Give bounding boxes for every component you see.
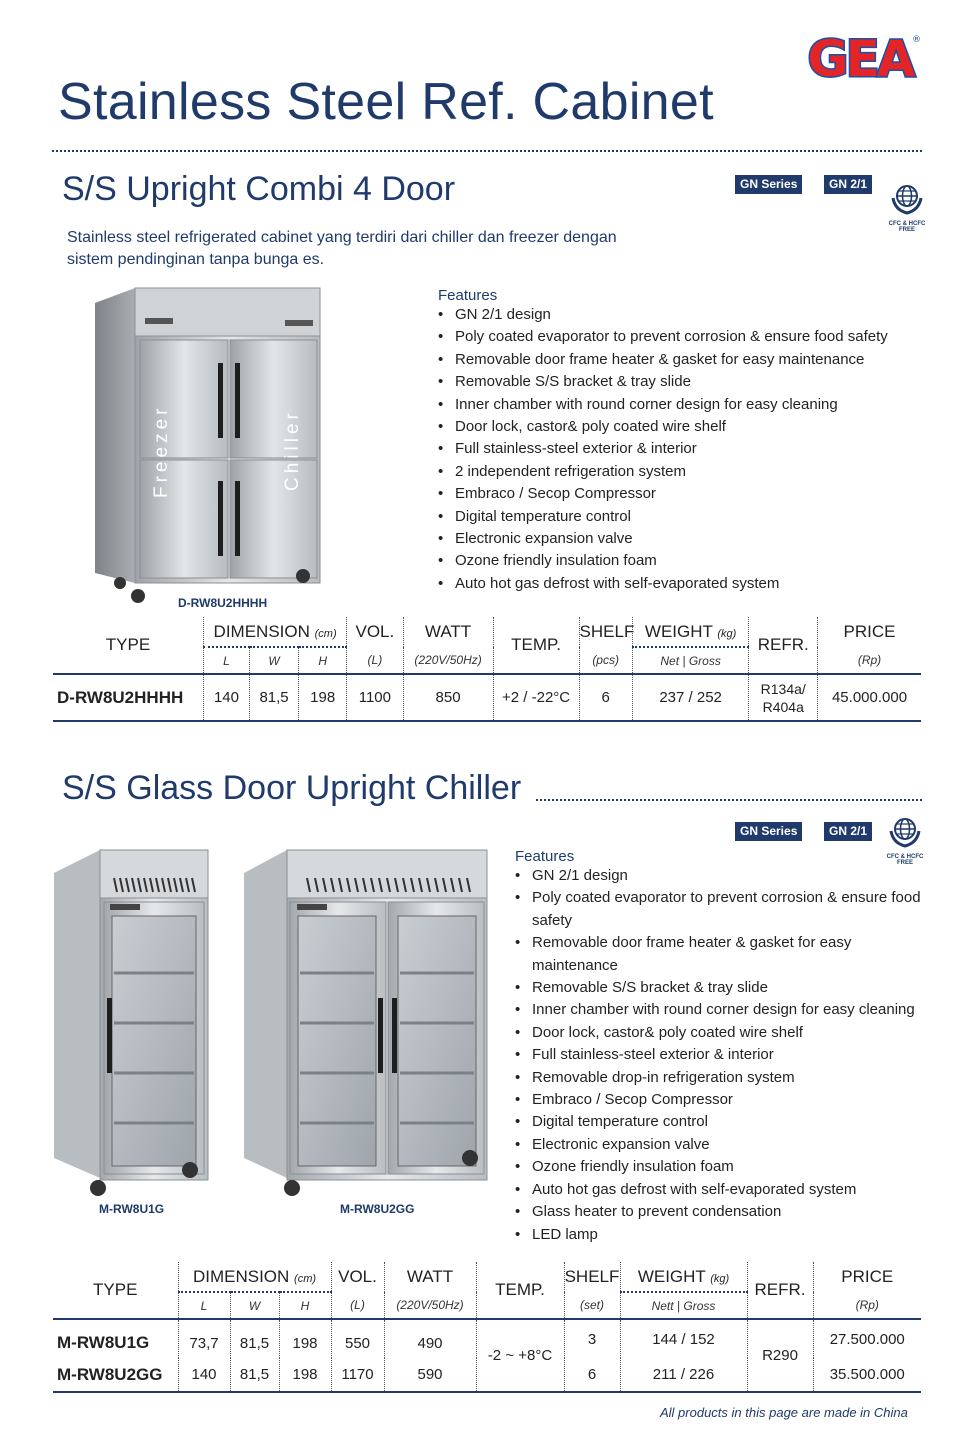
sub-weight: Nett | Gross [620, 1292, 747, 1319]
section2-title-divider [536, 799, 922, 801]
col-weight [620, 1262, 747, 1292]
cell-vol: 550 [331, 1320, 384, 1358]
col-dimension [203, 617, 346, 647]
feature-item: • Poly coated evaporator to prevent corrosion & ensure food safety [515, 887, 945, 932]
feature-item: • Electronic expansion valve [438, 528, 938, 550]
globe-hands-icon [888, 815, 922, 849]
cell-h: 198 [299, 675, 347, 721]
feature-item: • Embraco / Secop Compressor [438, 483, 938, 505]
cell-watt: 590 [384, 1358, 476, 1392]
col-dimension [178, 1262, 331, 1292]
globe-hands-icon [890, 182, 924, 216]
col-watt: WATT [384, 1262, 476, 1292]
cell-watt: 850 [403, 675, 493, 721]
freezer-label: Freezer [151, 404, 172, 498]
sub-price: (Rp) [813, 1292, 921, 1319]
description-line-1: Stainless steel refrigerated cabinet yang terdiri dari chiller dan freezer dengan [67, 229, 617, 246]
section1-title: S/S Upright Combi 4 Door [62, 170, 456, 208]
model-caption-m-rw8u1g: M-RW8U1G [99, 1202, 165, 1216]
feature-item: • Full stainless-steel exterior & interior [438, 438, 938, 460]
features-list [438, 304, 938, 595]
col-refr: REFR. [749, 617, 818, 674]
made-in-china-note: All products in this page are made in China [660, 1405, 908, 1420]
model-caption-d-rw8u2hhhh: D-RW8U2HHHH [178, 596, 268, 610]
feature-item: • 2 independent refrigeration system [438, 461, 938, 483]
col-shelf: SHELF [564, 1262, 620, 1292]
col-temp: TEMP. [476, 1262, 564, 1319]
sub-shelf: (set) [564, 1292, 620, 1319]
combi-4-door-cabinet-image [90, 283, 325, 605]
col-shelf: SHELF [579, 617, 632, 647]
sub-l: L [203, 647, 249, 674]
cell-l: 140 [203, 675, 249, 721]
cfc-label: CFC & HCFC FREE [888, 221, 926, 233]
sub-h: H [279, 1292, 331, 1319]
cell-w: 81,5 [250, 675, 299, 721]
features-title: Features [438, 287, 498, 304]
sub-h: H [299, 647, 347, 674]
dimension-unit: (cm) [294, 1272, 317, 1285]
feature-item: • Electronic expansion valve [515, 1134, 945, 1156]
cell-h: 198 [279, 1320, 331, 1358]
col-watt: WATT [403, 617, 493, 647]
feature-item: • Door lock, castor& poly coated wire shelf [438, 416, 938, 438]
weight-label: WEIGHT [637, 1266, 706, 1286]
feature-item: • Removable drop-in refrigeration system [515, 1067, 945, 1089]
cell-refr [749, 675, 818, 721]
cell-refr-shared: R290 [747, 1320, 813, 1392]
col-vol: VOL. [347, 617, 403, 647]
gn-2-1-badge: GN 2/1 [824, 822, 872, 841]
col-refr: REFR. [747, 1262, 813, 1319]
col-temp: TEMP. [493, 617, 579, 674]
gn-series-badge: GN Series [735, 822, 802, 841]
cfc-hcfc-free-badge [887, 182, 927, 233]
section2-title: S/S Glass Door Upright Chiller [62, 769, 522, 807]
sub-weight: Net | Gross [632, 647, 749, 674]
feature-item: • Ozone friendly insulation foam [438, 550, 938, 572]
feature-item: • GN 2/1 design [515, 865, 945, 887]
cell-shelf: 6 [579, 675, 632, 721]
section2-features [515, 848, 945, 1246]
cell-type: M-RW8U1G [57, 1333, 150, 1352]
feature-item: • Inner chamber with round corner design for easy cleaning [438, 394, 938, 416]
cell-w: 81,5 [230, 1320, 279, 1358]
cell-price: 45.000.000 [818, 675, 921, 721]
features-list [515, 865, 945, 1246]
section1-description [67, 227, 707, 271]
cell-w: 81,5 [230, 1358, 279, 1392]
cell-type: M-RW8U2GG [57, 1364, 163, 1384]
page-title: Stainless Steel Ref. Cabinet [58, 73, 714, 131]
dimension-unit: (cm) [314, 627, 337, 640]
section1-features [438, 287, 938, 595]
sub-w: W [230, 1292, 279, 1319]
cell-weight: 211 / 226 [620, 1358, 747, 1392]
sub-vol: (L) [331, 1292, 384, 1319]
feature-item: • Auto hot gas defrost with self-evaporated system [515, 1179, 945, 1201]
gn-2-1-badge: GN 2/1 [824, 175, 872, 194]
sub-watt: (220V/50Hz) [384, 1292, 476, 1319]
table-row [53, 1320, 921, 1358]
cell-weight: 144 / 152 [620, 1320, 747, 1358]
double-glass-door-chiller-image [242, 848, 490, 1200]
cfc-label: CFC & HCFC FREE [886, 854, 924, 866]
cell-temp: +2 / -22°C [493, 675, 579, 721]
feature-item: • Ozone friendly insulation foam [515, 1156, 945, 1178]
chiller-label: Chiller [282, 409, 303, 491]
feature-item: • LED lamp [515, 1224, 945, 1246]
feature-item: • Embraco / Secop Compressor [515, 1089, 945, 1111]
cell-vol: 1100 [347, 675, 403, 721]
feature-item: • Digital temperature control [438, 506, 938, 528]
feature-item: • GN 2/1 design [438, 304, 938, 326]
table-row [53, 675, 921, 721]
col-price: PRICE [818, 617, 921, 647]
cell-l: 73,7 [178, 1320, 230, 1358]
cell-temp-shared: -2 ~ +8°C [476, 1320, 564, 1392]
section1-spec-table [53, 617, 921, 722]
feature-item: • Poly coated evaporator to prevent corrosion & ensure food safety [438, 326, 938, 348]
weight-label: WEIGHT [644, 621, 713, 641]
cell-price: 27.500.000 [813, 1320, 921, 1358]
sub-shelf: (pcs) [579, 647, 632, 674]
title-divider [52, 150, 922, 152]
feature-item: • Removable S/S bracket & tray slide [438, 371, 938, 393]
cell-type: D-RW8U2HHHH [57, 687, 184, 707]
feature-item: • Removable door frame heater & gasket for easy maintenance [438, 349, 938, 371]
cell-shelf: 6 [564, 1358, 620, 1392]
sub-w: W [250, 647, 299, 674]
refr-line-1: R134a/ [760, 680, 806, 697]
cell-shelf: 3 [564, 1320, 620, 1358]
feature-item: • Auto hot gas defrost with self-evaporated system [438, 573, 938, 595]
description-line-2: sistem pendinginan tanpa bunga es. [67, 251, 325, 268]
sub-l: L [178, 1292, 230, 1319]
cell-h: 198 [279, 1358, 331, 1392]
feature-item: • Removable S/S bracket & tray slide [515, 977, 945, 999]
col-weight [632, 617, 749, 647]
dimension-label: DIMENSION [213, 621, 310, 641]
sub-vol: (L) [347, 647, 403, 674]
sub-price: (Rp) [818, 647, 921, 674]
gn-series-badge: GN Series [735, 175, 802, 194]
cell-price: 35.500.000 [813, 1358, 921, 1392]
feature-item: • Inner chamber with round corner design for easy cleaning [515, 999, 945, 1021]
feature-item: • Digital temperature control [515, 1111, 945, 1133]
cell-weight: 237 / 252 [632, 675, 749, 721]
cell-vol: 1170 [331, 1358, 384, 1392]
col-type: TYPE [93, 1280, 138, 1299]
cell-l: 140 [178, 1358, 230, 1392]
gea-logo [800, 28, 920, 88]
col-vol: VOL. [331, 1262, 384, 1292]
sub-watt: (220V/50Hz) [403, 647, 493, 674]
dimension-label: DIMENSION [192, 1266, 290, 1286]
feature-item: • Removable door frame heater & gasket for easy maintenance [515, 932, 945, 977]
svg-text:®: ® [912, 35, 921, 45]
feature-item: • Full stainless-steel exterior & interior [515, 1044, 945, 1066]
section2-spec-table [53, 1262, 921, 1393]
svg-text:GEA: GEA [807, 30, 913, 88]
col-type: TYPE [105, 635, 151, 654]
cell-watt: 490 [384, 1320, 476, 1358]
model-caption-m-rw8u2gg: M-RW8U2GG [340, 1202, 415, 1216]
weight-unit: (kg) [710, 1272, 730, 1285]
features-title: Features [515, 848, 575, 865]
feature-item: • Glass heater to prevent condensation [515, 1201, 945, 1223]
weight-unit: (kg) [717, 627, 737, 640]
feature-item: • Door lock, castor& poly coated wire shelf [515, 1022, 945, 1044]
refr-line-2: R404a [762, 698, 804, 715]
single-glass-door-chiller-image [52, 848, 212, 1200]
col-price: PRICE [813, 1262, 921, 1292]
